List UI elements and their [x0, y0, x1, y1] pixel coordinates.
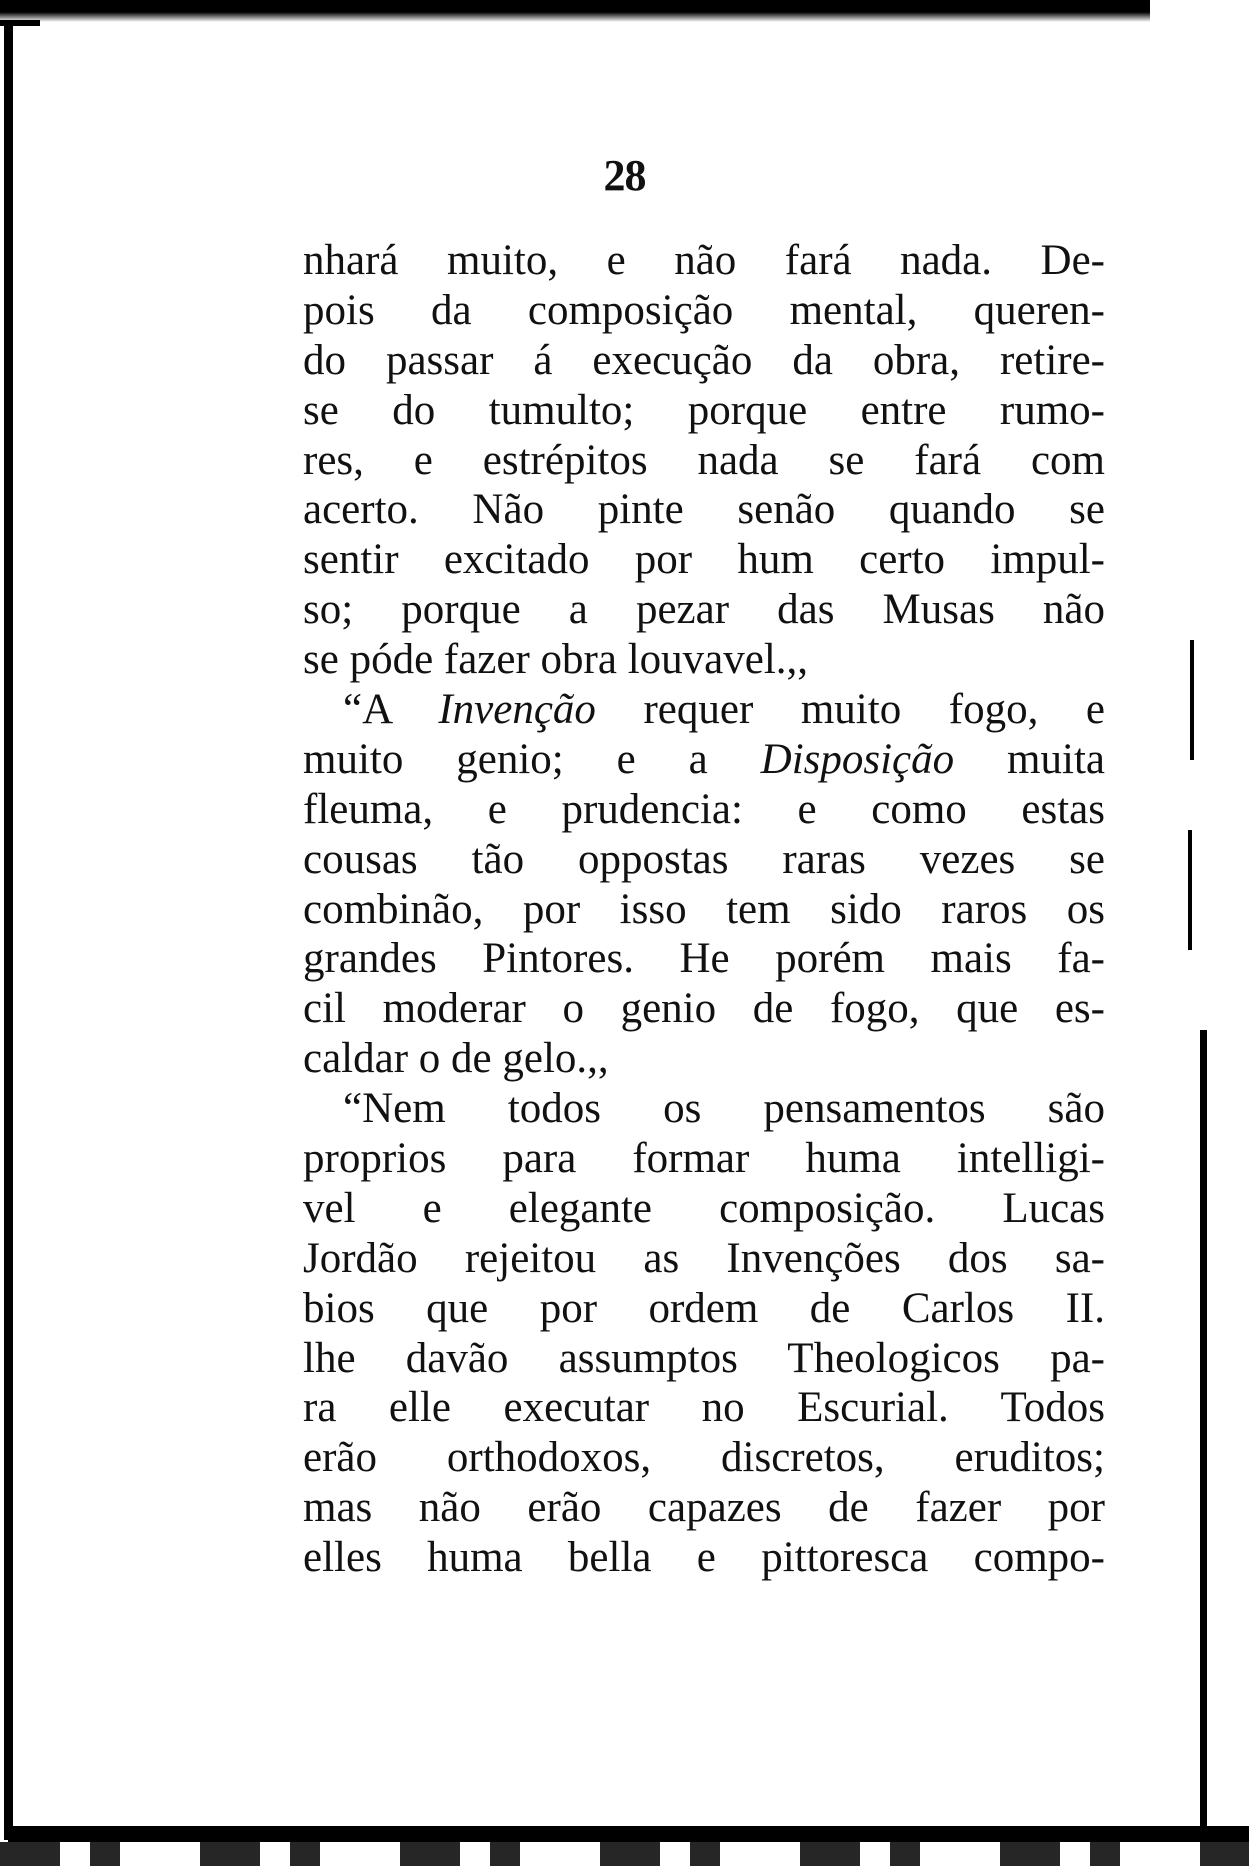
- text-segment: cousas tão oppostas raras vezes se: [303, 835, 1105, 883]
- text-line: [303, 336, 1105, 386]
- text-line: [303, 1433, 1105, 1483]
- text-segment: bios que por ordem de Carlos II.: [303, 1284, 1105, 1332]
- text-segment: fleuma, e prudencia: e como estas: [303, 785, 1105, 833]
- text-line: [303, 1134, 1105, 1184]
- text-segment: elles huma bella e pittoresca compo-: [303, 1534, 1105, 1582]
- page-number: 28: [603, 151, 646, 200]
- text-segment: sentir excitado por hum certo impul-: [303, 536, 1105, 584]
- scan-bottom-border: [8, 1826, 1249, 1842]
- text-segment: do passar á execução da obra, retire-: [303, 336, 1105, 384]
- text-segment: so; porque a pezar das Musas não: [303, 586, 1105, 634]
- text-line: [303, 1483, 1105, 1533]
- text-line: [303, 1533, 1105, 1583]
- text-line: [303, 1084, 1105, 1134]
- text-line: [303, 635, 1105, 685]
- text-segment: combinão, por isso tem sido raros os: [303, 885, 1105, 933]
- text-segment: vel e elegante composição. Lucas: [303, 1184, 1105, 1232]
- text-line: [303, 735, 1105, 785]
- italic-term: Invenção: [438, 686, 596, 734]
- text-line: [303, 386, 1105, 436]
- text-line: [303, 236, 1105, 286]
- text-line: [303, 1184, 1105, 1234]
- text-segment: lhe davão assumptos Theologicos pa-: [303, 1334, 1105, 1382]
- text-line: [303, 785, 1105, 835]
- text-segment: cil moderar o genio de fogo, que es-: [303, 985, 1105, 1033]
- text-segment: Jordão rejeitou as Invenções dos sa-: [303, 1234, 1105, 1282]
- text-segment: se póde fazer obra louvavel.,,: [303, 636, 809, 684]
- text-line: [303, 934, 1105, 984]
- text-line: [303, 1284, 1105, 1334]
- text-segment: muito genio; e a: [303, 735, 761, 783]
- text-line: [303, 685, 1105, 735]
- text-line: [303, 885, 1105, 935]
- scan-left-notch: [0, 20, 40, 26]
- text-segment: “A: [343, 686, 439, 734]
- text-segment: ra elle executar no Escurial. Todos: [303, 1384, 1105, 1432]
- text-segment: acerto. Não pinte senão quando se: [303, 486, 1105, 534]
- scan-top-border: [0, 0, 1150, 22]
- text-segment: requer muito fogo, e: [595, 686, 1105, 734]
- text-line: [303, 984, 1105, 1034]
- text-segment: “Nem todos os pensamentos são: [343, 1085, 1105, 1133]
- italic-term: Disposição: [760, 735, 955, 783]
- text-segment: muita: [954, 735, 1105, 783]
- text-line: [303, 485, 1105, 535]
- text-line: [303, 436, 1105, 486]
- scan-right-mark: [1190, 640, 1194, 760]
- text-segment: pois da composição mental, queren-: [303, 286, 1105, 334]
- text-line: [303, 1383, 1105, 1433]
- text-segment: mas não erão capazes de fazer por: [303, 1484, 1105, 1532]
- text-segment: se do tumulto; porque entre rumo-: [303, 386, 1105, 434]
- text-segment: grandes Pintores. He porém mais fa-: [303, 935, 1105, 983]
- scan-right-border: [1200, 1030, 1207, 1830]
- scan-right-mark: [1188, 830, 1192, 950]
- text-line: [303, 535, 1105, 585]
- text-line: [303, 585, 1105, 635]
- text-line: [303, 286, 1105, 336]
- body-text: [303, 236, 1105, 1583]
- text-segment: erão orthodoxos, discretos, eruditos;: [303, 1434, 1105, 1482]
- text-segment: nhará muito, e não fará nada. De-: [303, 237, 1105, 284]
- text-line: [303, 1234, 1105, 1284]
- text-segment: caldar o de gelo.,,: [303, 1035, 609, 1083]
- text-line: [303, 835, 1105, 885]
- text-segment: res, e estrépitos nada se fará com: [303, 436, 1105, 484]
- text-line: [303, 1034, 1105, 1084]
- text-segment: proprios para formar huma intelligi-: [303, 1135, 1105, 1183]
- scan-left-border: [4, 20, 13, 1840]
- text-line: [303, 1334, 1105, 1384]
- scan-bottom-smudge: [0, 1842, 1249, 1866]
